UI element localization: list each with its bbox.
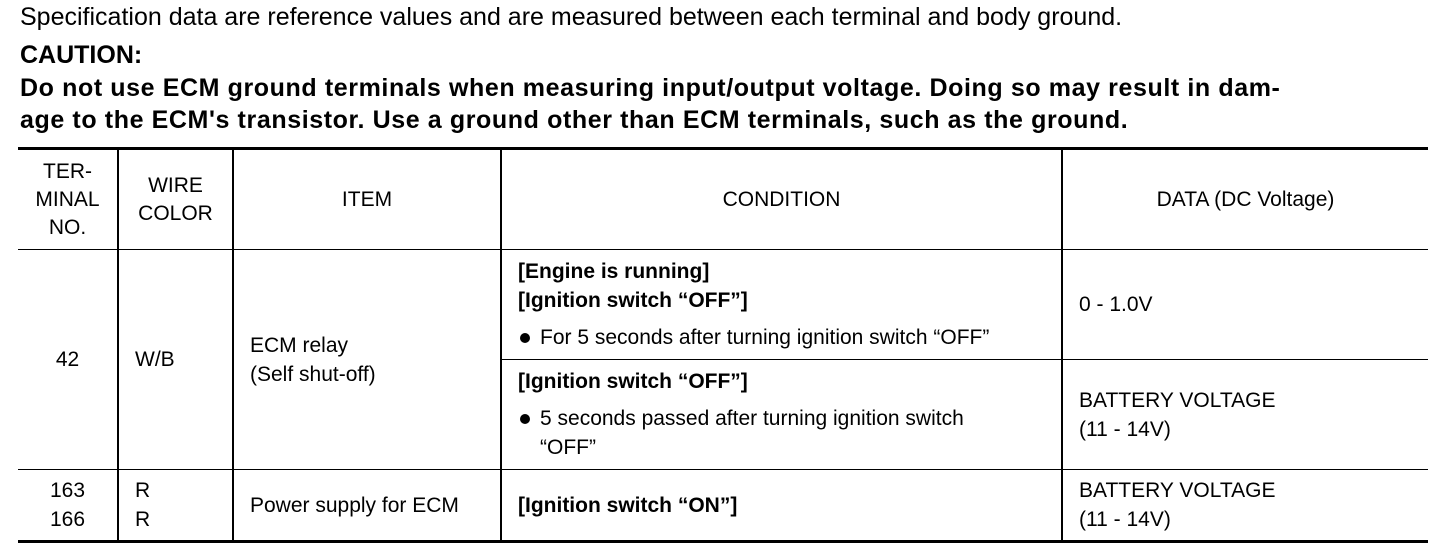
item-cell: Power supply for ECM [233, 470, 501, 542]
caution-line-2: age to the ECM's transistor. Use a ground other than ECM terminals, such as the ground. [20, 106, 1129, 134]
condition-bold-line: [Ignition switch “OFF”] [518, 370, 748, 393]
condition-bullet [518, 404, 1047, 462]
header-wire-line-1: WIRE [148, 173, 203, 197]
condition-cell [501, 470, 1062, 542]
condition-bold-line: [Ignition switch “OFF”] [518, 289, 748, 312]
terminal-cell [18, 470, 118, 542]
item-cell [233, 250, 501, 470]
condition-bullet-text: 5 seconds passed after turning ignition switch [540, 407, 964, 430]
bullet-icon [520, 414, 530, 424]
wire-line-2: R [135, 508, 151, 531]
table-row [18, 250, 1428, 360]
table-row [18, 470, 1428, 542]
wire-line-1: R [135, 479, 151, 502]
terminal-cell: 42 [18, 250, 118, 470]
header-terminal-no [18, 149, 118, 250]
header-data: DATA (DC Voltage) [1062, 149, 1428, 250]
data-cell: 0 - 1.0V [1062, 250, 1428, 360]
header-wire-line-2: COLOR [138, 201, 213, 225]
intro-text: Specification data are reference values and are measured between each terminal and body ground. [20, 3, 1123, 31]
condition-cell [501, 250, 1062, 360]
header-wire-color [118, 149, 233, 250]
header-condition: CONDITION [501, 149, 1062, 250]
condition-cell [501, 360, 1062, 470]
wire-color-cell [118, 470, 233, 542]
wire-color-cell: W/B [118, 250, 233, 470]
header-terminal-line-2: MINAL [35, 187, 100, 211]
item-line-1: ECM relay [250, 333, 349, 357]
data-line-1: BATTERY VOLTAGE [1079, 388, 1276, 412]
terminal-line-1: 163 [49, 479, 86, 502]
header-terminal-line-3: NO. [48, 215, 87, 239]
data-cell [1062, 470, 1428, 542]
condition-bullet-text: “OFF” [540, 436, 596, 459]
caution-title: CAUTION: [20, 41, 143, 69]
terminal-line-2: 166 [49, 508, 86, 531]
data-line-2: (11 - 14V) [1079, 508, 1171, 531]
condition-bold-line: [Ignition switch “ON”] [518, 493, 738, 517]
caution-line-1: Do not use ECM ground terminals when measuring input/output voltage. Doing so may result in dam- [20, 74, 1281, 102]
terminal-spec-table [18, 147, 1428, 543]
header-item: ITEM [233, 149, 501, 250]
condition-bold-line: [Engine is running] [518, 260, 710, 283]
table-header-row [18, 149, 1428, 250]
condition-bullet-text: For 5 seconds after turning ignition switch “OFF” [540, 326, 990, 349]
item-line-2: (Self shut-off) [250, 362, 376, 386]
data-cell [1062, 360, 1428, 470]
data-line-2: (11 - 14V) [1079, 417, 1171, 441]
data-line-1: BATTERY VOLTAGE [1079, 479, 1276, 502]
header-terminal-line-1: TER- [43, 159, 92, 183]
caution-text [20, 72, 1430, 136]
condition-bullet [518, 323, 1047, 352]
bullet-icon [520, 333, 530, 343]
